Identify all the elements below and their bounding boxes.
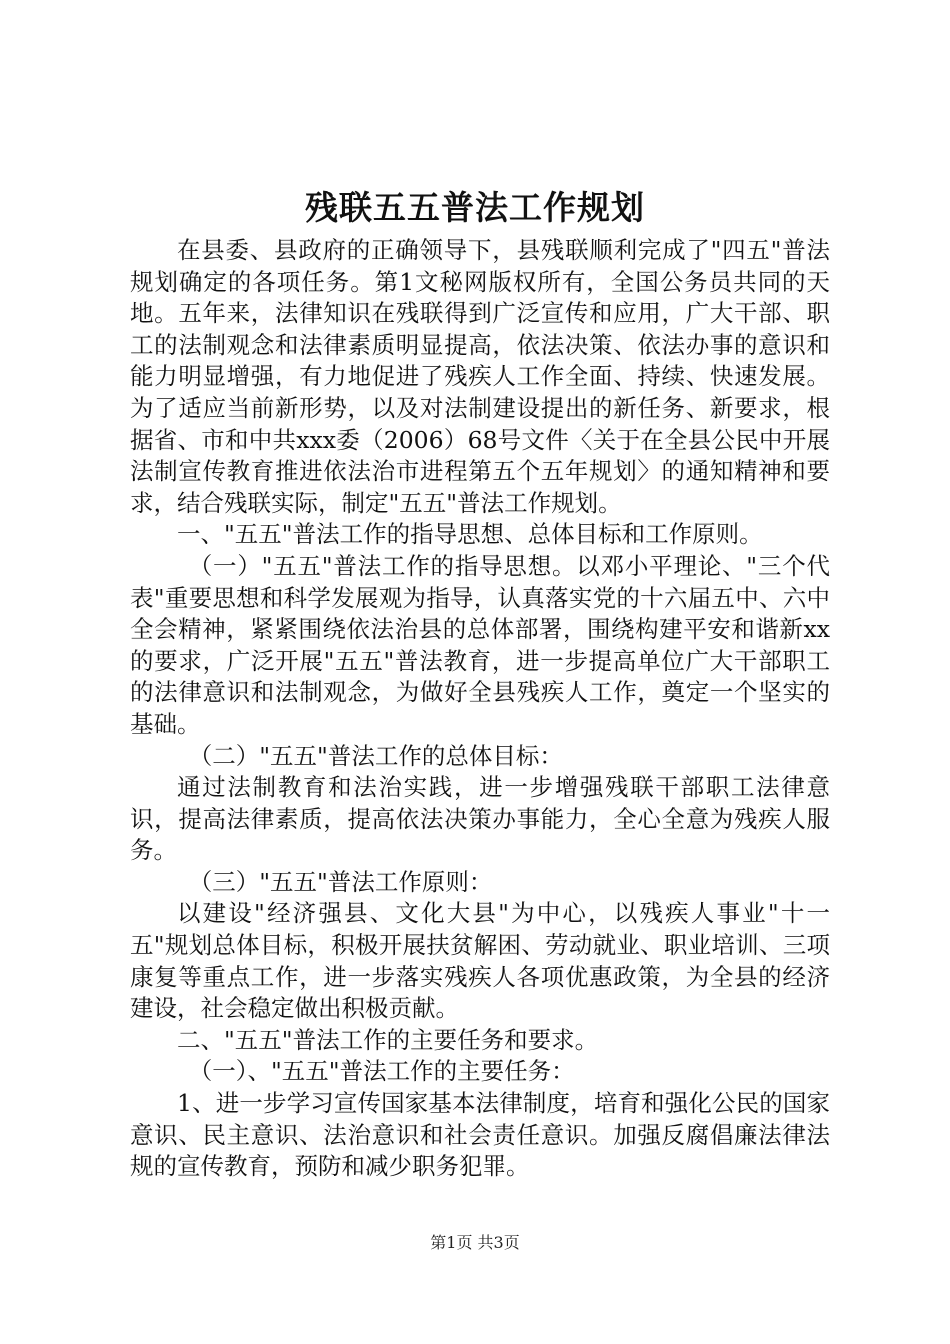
- heading-section-1: 一、"五五"普法工作的指导思想、总体目标和工作原则。: [177, 520, 763, 549]
- heading-overall-goal: （二）"五五"普法工作的总体目标：: [188, 741, 563, 770]
- paragraph-task-1: 1、进一步学习宣传国家基本法律制度，培育和强化公民的国家意识、民主意识、法治意识和社会责任意识。加强反腐倡廉法律法规的宣传教育，预防和减少职务犯罪。: [130, 1089, 830, 1181]
- paragraph-intro: 在县委、县政府的正确领导下，县残联顺利完成了"四五"普法规划确定的各项任务。第1文秘网版权所有，全国公务员共同的天地。五年来，法律知识在残联得到广泛宣传和应用，广大干部、职工的法制观念和法律素质明显提高，依法决策、依法办事的意识和能力明显增强，有力地促进了残疾人工作全面、持续、快速发展。为了适应当前新形势，以及对法制建设提出的新任务、新要求，根据省、市和中共xxx委（2006）68号文件〈关于在全县公民中开展法制宣传教育推进依法治市进程第五个五年规划〉的通知精神和要求，结合残联实际，制定"五五"普法工作规划。: [130, 236, 830, 517]
- heading-section-2: 二、"五五"普法工作的主要任务和要求。: [177, 1025, 599, 1054]
- heading-work-principles: （三）"五五"普法工作原则：: [188, 867, 493, 896]
- document-title: 残联五五普法工作规划: [305, 188, 645, 227]
- page-number-footer: 第1页 共3页: [430, 1233, 520, 1252]
- paragraph-overall-goal: 通过法制教育和法治实践，进一步增强残联干部职工法律意识，提高法律素质，提高依法决策办事能力，全心全意为残疾人服务。: [130, 773, 830, 865]
- heading-main-tasks: （一）、"五五"普法工作的主要任务：: [188, 1057, 575, 1086]
- paragraph-work-principles: 以建设"经济强县、文化大县"为中心，以残疾人事业"十一五"规划总体目标，积极开展扶贫解困、劳动就业、职业培训、三项康复等重点工作，进一步落实残疾人各项优惠政策，为全县的经济建设，社会稳定做出积极贡献。: [130, 899, 830, 1023]
- document-body: [130, 235, 830, 1183]
- paragraph-guiding-ideology: （一）"五五"普法工作的指导思想。以邓小平理论、"三个代表"重要思想和科学发展观为指导，认真落实党的十六届五中、六中全会精神，紧紧围绕依法治县的总体部署，围绕构建平安和谐新xx的要求，广泛开展"五五"普法教育，进一步提高单位广大干部职工的法律意识和法制观念，为做好全县残疾人工作，奠定一个坚实的基础。: [130, 551, 830, 738]
